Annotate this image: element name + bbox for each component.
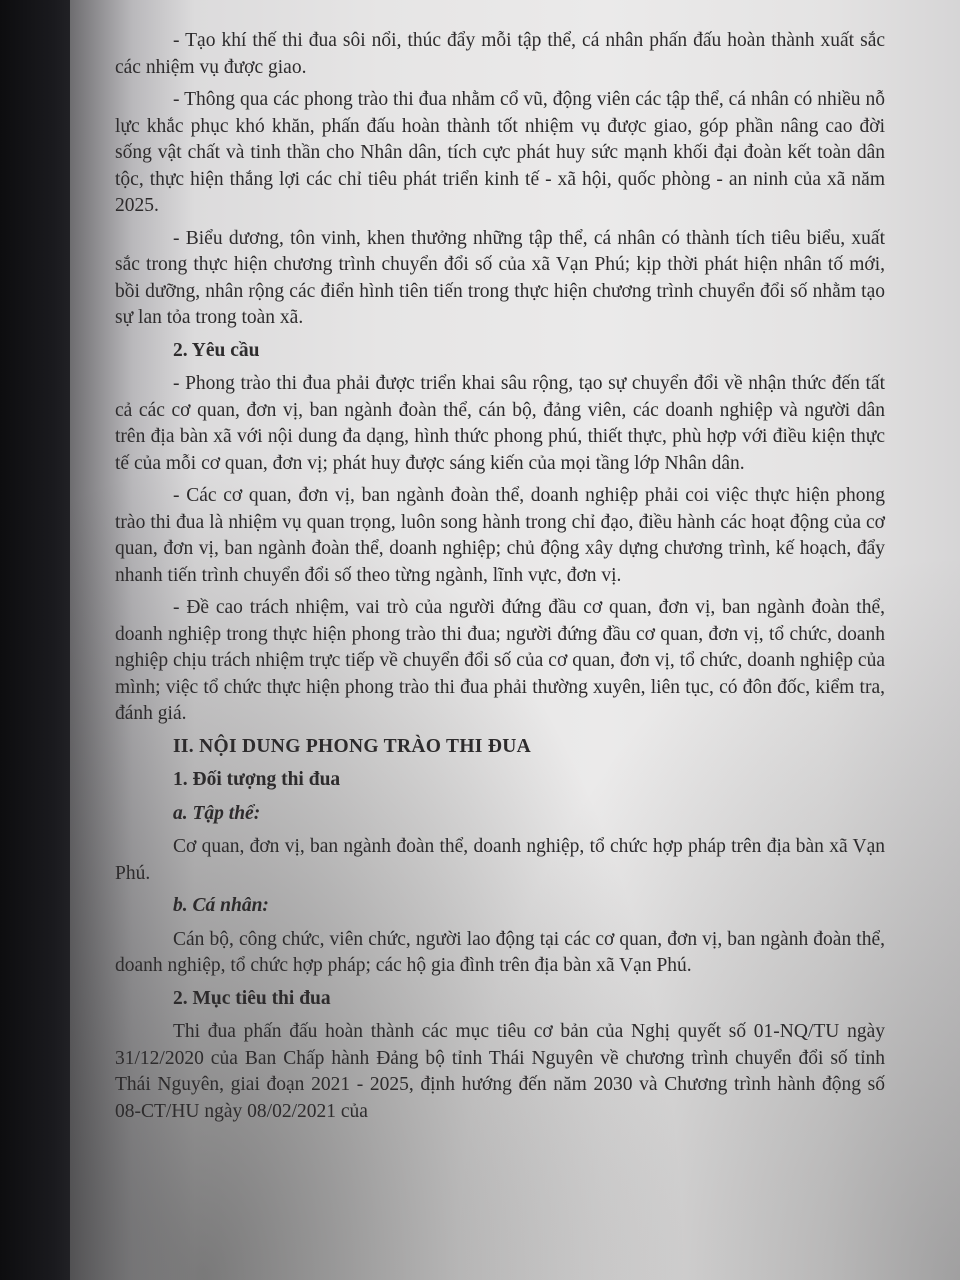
paragraph-9: Thi đua phấn đấu hoàn thành các mục tiêu cơ bản của Nghị quyết số 01-NQ/TU ngày 31/12/2020 của Ban Chấp hành Đảng bộ tỉnh Thái Nguyên về chương trình chuyển đổi số tỉnh Thái Nguyên, giai đoạn 2021 - 2025, định hướng đến năm 2030 và Chương trình hành động số 08-CT/HU ngày 08/02/2021 của [115,1021,885,1122]
paragraph-4: - Phong trào thi đua phải được triển khai sâu rộng, tạo sự chuyển đổi về nhận thức đến tất cả các cơ quan, đơn vị, ban ngành đoàn thể, cán bộ, đảng viên, các doanh nghiệp và người dân trên địa bàn xã với nội dung đa dạng, hình thức phong phú, thiết thực, phù hợp với điều kiện thực tế của mỗi cơ quan, đơn vị; phát huy được sáng kiến của mọi tầng lớp Nhân dân. [115,373,885,474]
paragraph-1: - Tạo khí thế thi đua sôi nổi, thúc đẩy mỗi tập thể, cá nhân phấn đấu hoàn thành xuất sắc các nhiệm vụ được giao. [115,30,885,78]
paragraph-2: - Thông qua các phong trào thi đua nhằm cổ vũ, động viên các tập thể, cá nhân có nhiều nỗ lực khắc phục khó khăn, phấn đấu hoàn thành tốt nhiệm vụ được giao, góp phần nâng cao đời sống vật chất và tinh thần cho Nhân dân, tích cực phát huy sức mạnh khối đại đoàn kết toàn dân tộc, thực hiện thắng lợi các chỉ tiêu phát triển kinh tế - xã hội, quốc phòng - an ninh của xã năm 2025. [115,89,885,216]
paragraph-5: - Các cơ quan, đơn vị, ban ngành đoàn thể, doanh nghiệp phải coi việc thực hiện phong trào thi đua là nhiệm vụ quan trọng, luôn song hành trong chỉ đạo, điều hành các hoạt động của cơ quan, đơn vị, ban ngành đoàn thể, doanh nghiệp; chủ động xây dựng chương trình, kế hoạch, đẩy nhanh tiến trình chuyển đổi số theo từng ngành, lĩnh vực, đơn vị. [115,485,885,586]
paragraph-8: Cán bộ, công chức, viên chức, người lao động tại các cơ quan, đơn vị, ban ngành đoàn thể, doanh nghiệp, tổ chức hợp pháp; các hộ gia đình trên địa bàn xã Vạn Phú. [115,928,885,976]
subheading-tap-the: a. Tập thể: [173,802,261,824]
paragraph-7: Cơ quan, đơn vị, ban ngành đoàn thể, doanh nghiệp, tổ chức hợp pháp trên địa bàn xã Vạn Phú. [115,836,885,884]
section-heading-noi-dung: II. NỘI DUNG PHONG TRÀO THI ĐUA [173,735,531,757]
heading-yeu-cau: 2. Yêu cầu [173,339,260,361]
subheading-ca-nhan: b. Cá nhân: [173,895,269,916]
document-page [70,0,960,1280]
paragraph-6: - Đề cao trách nhiệm, vai trò của người đứng đầu cơ quan, đơn vị, ban ngành đoàn thể, doanh nghiệp trong thực hiện phong trào thi đua; người đứng đầu cơ quan, đơn vị, tổ chức, doanh nghiệp chịu trách nhiệm trực tiếp về chuyển đổi số của cơ quan, đơn vị, tổ chức, doanh nghiệp của mình; việc tổ chức thực hiện phong trào thi đua phải thường xuyên, liên tục, có đôn đốc, kiểm tra, đánh giá. [115,597,885,724]
paragraph-3: - Biểu dương, tôn vinh, khen thưởng những tập thể, cá nhân có thành tích tiêu biểu, xuất sắc trong thực hiện chương trình chuyển đổi số của xã Vạn Phú; kịp thời phát hiện nhân tố mới, bồi dưỡng, nhân rộng các điển hình tiên tiến trong thực hiện chương trình chuyển đổi số nhằm tạo sự lan tỏa trong toàn xã. [115,227,885,328]
heading-muc-tieu: 2. Mục tiêu thi đua [173,987,331,1009]
document-body [115,28,885,1131]
heading-doi-tuong: 1. Đối tượng thi đua [173,769,341,790]
